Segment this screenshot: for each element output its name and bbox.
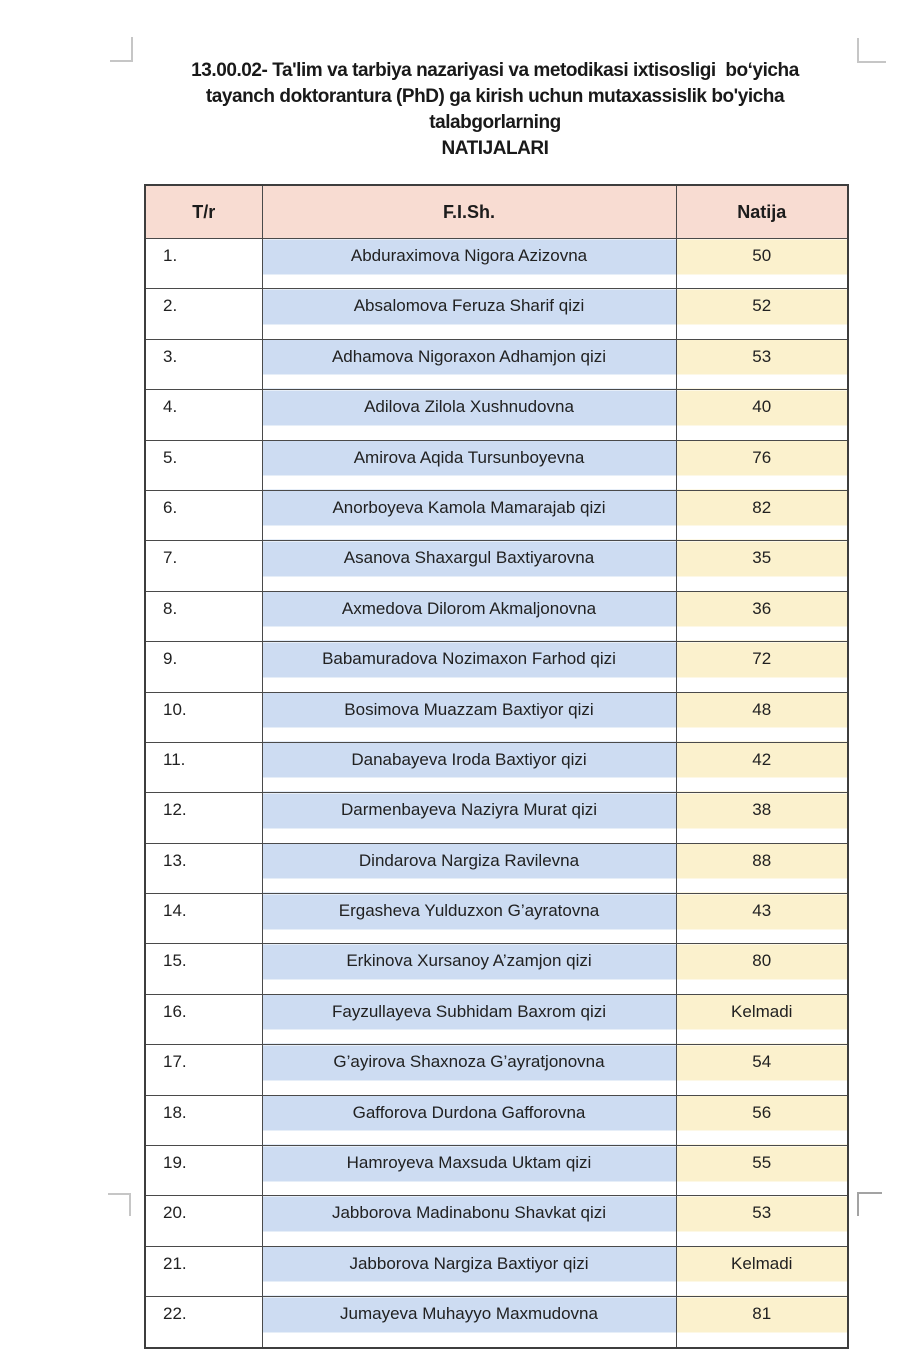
result-cell: 43 (676, 894, 848, 944)
table-row (145, 1095, 848, 1145)
name-cell: Axmedova Dilorom Akmaljonovna (262, 591, 676, 641)
table-row (145, 1246, 848, 1296)
row-number-cell: 19. (145, 1146, 262, 1196)
column-header-tr: T/r (145, 185, 262, 239)
name-cell: Gafforova Durdona Gafforovna (262, 1095, 676, 1145)
table-row (145, 239, 848, 289)
result-cell: 54 (676, 1045, 848, 1095)
result-cell: 80 (676, 944, 848, 994)
row-number-cell: 10. (145, 692, 262, 742)
row-number-cell: 3. (145, 339, 262, 389)
result-cell: 72 (676, 642, 848, 692)
name-cell: Darmenbayeva Naziyra Murat qizi (262, 793, 676, 843)
result-cell: 36 (676, 591, 848, 641)
title-line: NATIJALARI (441, 138, 549, 159)
result-cell: 40 (676, 390, 848, 440)
row-number-cell: 7. (145, 541, 262, 591)
row-number-cell: 15. (145, 944, 262, 994)
name-cell: Ergasheva Yulduzxon G’ayratovna (262, 894, 676, 944)
name-cell: Fayzullayeva Subhidam Baxrom qizi (262, 994, 676, 1044)
table-row (145, 591, 848, 641)
row-number-cell: 16. (145, 994, 262, 1044)
row-number-cell: 12. (145, 793, 262, 843)
table-header-row (145, 185, 848, 239)
table-row (145, 1146, 848, 1196)
row-number-cell: 5. (145, 440, 262, 490)
column-header-natija: Natija (676, 185, 848, 239)
row-number-cell: 11. (145, 742, 262, 792)
table-row (145, 339, 848, 389)
column-header-fish: F.I.Sh. (262, 185, 676, 239)
row-number-cell: 9. (145, 642, 262, 692)
name-cell: Erkinova Xursanoy A’zamjon qizi (262, 944, 676, 994)
row-number-cell: 13. (145, 843, 262, 893)
table-row (145, 894, 848, 944)
row-number-cell: 8. (145, 591, 262, 641)
name-cell: Abduraximova Nigora Azizovna (262, 239, 676, 289)
table-row (145, 289, 848, 339)
name-cell: Jumayeva Muhayyo Maxmudovna (262, 1297, 676, 1348)
table-row (145, 490, 848, 540)
name-cell: Absalomova Feruza Sharif qizi (262, 289, 676, 339)
table-row (145, 793, 848, 843)
table-row (145, 994, 848, 1044)
row-number-cell: 14. (145, 894, 262, 944)
table-row (145, 1196, 848, 1246)
table-row (145, 692, 848, 742)
result-cell: 42 (676, 742, 848, 792)
result-cell: 81 (676, 1297, 848, 1348)
crop-mark-bottom-right-icon (857, 1192, 882, 1216)
title-line: tayanch doktorantura (PhD) ga kirish uchun mutaxassislik bo'yicha (205, 86, 785, 107)
name-cell: Dindarova Nargiza Ravilevna (262, 843, 676, 893)
title-line: 13.00.02- Ta'lim va tarbiya nazariyasi va metodikasi ixtisosligi boʻyicha (191, 60, 799, 81)
name-cell: Asanova Shaxargul Baxtiyarovna (262, 541, 676, 591)
document-title (122, 58, 868, 162)
crop-mark-bottom-left-icon (108, 1193, 131, 1216)
row-number-cell: 22. (145, 1297, 262, 1348)
table-row (145, 390, 848, 440)
result-cell: 88 (676, 843, 848, 893)
name-cell: Danabayeva Iroda Baxtiyor qizi (262, 742, 676, 792)
row-number-cell: 21. (145, 1246, 262, 1296)
table-row (145, 541, 848, 591)
name-cell: Bosimova Muazzam Baxtiyor qizi (262, 692, 676, 742)
results-table (144, 184, 849, 1349)
name-cell: Jabborova Madinabonu Shavkat qizi (262, 1196, 676, 1246)
result-cell: 35 (676, 541, 848, 591)
name-cell: Hamroyeva Maxsuda Uktam qizi (262, 1146, 676, 1196)
name-cell: Babamuradova Nozimaxon Farhod qizi (262, 642, 676, 692)
table-row (145, 1045, 848, 1095)
result-cell: 38 (676, 793, 848, 843)
result-cell: 48 (676, 692, 848, 742)
row-number-cell: 18. (145, 1095, 262, 1145)
row-number-cell: 1. (145, 239, 262, 289)
result-cell: 50 (676, 239, 848, 289)
name-cell: Anorboyeva Kamola Mamarajab qizi (262, 490, 676, 540)
table-row (145, 843, 848, 893)
table-row (145, 1297, 848, 1348)
name-cell: G’ayirova Shaxnoza G’ayratjonovna (262, 1045, 676, 1095)
result-cell: Kelmadi (676, 994, 848, 1044)
row-number-cell: 17. (145, 1045, 262, 1095)
name-cell: Adhamova Nigoraxon Adhamjon qizi (262, 339, 676, 389)
result-cell: 53 (676, 1196, 848, 1246)
name-cell: Adilova Zilola Xushnudovna (262, 390, 676, 440)
row-number-cell: 6. (145, 490, 262, 540)
result-cell: 82 (676, 490, 848, 540)
row-number-cell: 4. (145, 390, 262, 440)
row-number-cell: 2. (145, 289, 262, 339)
table-row (145, 440, 848, 490)
result-cell: Kelmadi (676, 1246, 848, 1296)
result-cell: 55 (676, 1146, 848, 1196)
result-cell: 76 (676, 440, 848, 490)
result-cell: 53 (676, 339, 848, 389)
result-cell: 52 (676, 289, 848, 339)
name-cell: Amirova Aqida Tursunboyevna (262, 440, 676, 490)
table-row (145, 944, 848, 994)
table-row (145, 742, 848, 792)
table-row (145, 642, 848, 692)
name-cell: Jabborova Nargiza Baxtiyor qizi (262, 1246, 676, 1296)
title-line: talabgorlarning (429, 112, 561, 133)
row-number-cell: 20. (145, 1196, 262, 1246)
result-cell: 56 (676, 1095, 848, 1145)
